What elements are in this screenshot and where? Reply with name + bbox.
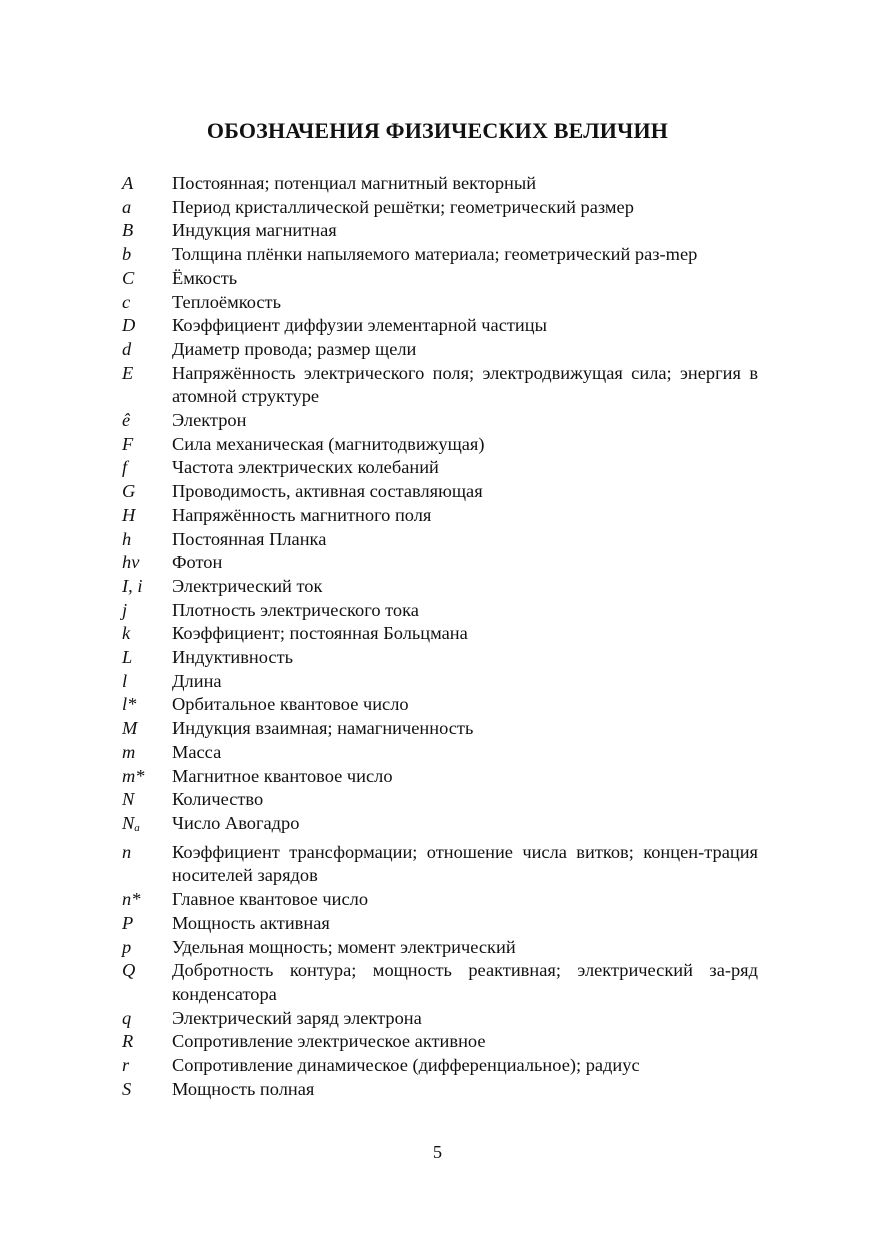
symbol <box>122 243 172 267</box>
symbol-text: M <box>122 718 138 739</box>
symbol-text: c <box>122 291 131 312</box>
symbol <box>122 219 172 243</box>
symbol-entry <box>122 646 758 670</box>
symbol-text: L <box>122 647 133 668</box>
symbol-description: Коэффициент диффузии элементарной частицы <box>172 315 547 336</box>
symbol-text: S <box>122 1078 132 1099</box>
symbol-description: Длина <box>172 670 222 691</box>
symbol-entry <box>122 912 758 936</box>
symbol-text: l <box>122 670 128 691</box>
symbol-description: Период кристаллической решётки; геометрический размер <box>172 196 634 217</box>
symbol-entry <box>122 291 758 315</box>
symbol-text: G <box>122 481 136 502</box>
symbol <box>122 717 172 741</box>
symbol-description: Толщина плёнки напыляемого материала; геометрический раз-mер <box>172 244 698 265</box>
symbol-entry <box>122 1007 758 1031</box>
symbol-entry <box>122 788 758 812</box>
symbol-description: Ёмкость <box>172 267 238 288</box>
symbol <box>122 1054 172 1078</box>
symbol-entry <box>122 741 758 765</box>
symbol <box>122 888 172 912</box>
symbol-entry <box>122 622 758 646</box>
symbol-entry <box>122 551 758 575</box>
symbol-description: Индуктивность <box>172 647 294 668</box>
symbol-entry <box>122 338 758 362</box>
symbol-entry <box>122 1030 758 1054</box>
symbol-entry <box>122 409 758 433</box>
symbol-description: Теплоёмкость <box>172 291 281 312</box>
symbol-text: m* <box>122 765 145 786</box>
symbol-text: r <box>122 1055 130 1076</box>
symbol-description: Коэффициент; постоянная Больцмана <box>172 623 468 644</box>
symbol-description: Орбитальное квантовое число <box>172 694 409 715</box>
symbol <box>122 1078 172 1102</box>
symbol-description: Проводимость, активная составляющая <box>172 481 483 502</box>
symbol <box>122 338 172 362</box>
symbol-description: Напряжённость магнитного поля <box>172 504 432 525</box>
symbol-entry <box>122 1054 758 1078</box>
symbol-entry <box>122 1078 758 1102</box>
symbol <box>122 172 172 196</box>
symbol <box>122 480 172 504</box>
symbol <box>122 575 172 599</box>
symbol <box>122 291 172 315</box>
symbol-entry <box>122 504 758 528</box>
symbol-entry <box>122 670 758 694</box>
symbol-text: N <box>122 812 135 833</box>
symbol-text: F <box>122 433 134 454</box>
symbol-entry <box>122 936 758 960</box>
symbol-text: hν <box>122 552 140 573</box>
symbol <box>122 409 172 433</box>
symbol-text: p <box>122 936 132 957</box>
symbol-entry <box>122 456 758 480</box>
symbol-text: n <box>122 841 132 862</box>
symbol <box>122 841 172 865</box>
symbol <box>122 362 172 386</box>
symbol-entry <box>122 219 758 243</box>
symbol-description: Магнитное квантовое число <box>172 765 393 786</box>
symbol-description: Коэффициент трансформации; отношение числа витков; концен-трация носителей зарядов <box>172 841 758 886</box>
symbol-entry <box>122 480 758 504</box>
symbol <box>122 741 172 765</box>
symbol <box>122 936 172 960</box>
symbol-description: Частота электрических колебаний <box>172 457 439 478</box>
symbol-entry <box>122 841 758 888</box>
symbol-description: Масса <box>172 741 222 762</box>
symbol-text: n* <box>122 889 141 910</box>
symbol <box>122 267 172 291</box>
symbol-entry <box>122 575 758 599</box>
symbol <box>122 670 172 694</box>
symbol-description: Главное квантовое число <box>172 889 369 910</box>
symbol <box>122 196 172 220</box>
symbol-list <box>122 172 758 1101</box>
symbol <box>122 788 172 812</box>
symbol-description: Постоянная Планка <box>172 528 327 549</box>
symbol-text: m <box>122 741 136 762</box>
symbol-text: C <box>122 267 135 288</box>
symbol-text: D <box>122 315 136 336</box>
symbol-entry <box>122 172 758 196</box>
symbol <box>122 646 172 670</box>
symbol-text: E <box>122 362 134 383</box>
page-title: ОБОЗНАЧЕНИЯ ФИЗИЧЕСКИХ ВЕЛИЧИН <box>206 118 669 143</box>
symbol-entry <box>122 528 758 552</box>
symbol-entry <box>122 812 758 841</box>
symbol <box>122 504 172 528</box>
symbol <box>122 314 172 338</box>
symbol-entry <box>122 693 758 717</box>
symbol <box>122 528 172 552</box>
symbol-description: Фотон <box>172 552 223 573</box>
symbol-entry <box>122 362 758 409</box>
symbol-text: j <box>122 599 128 620</box>
symbol-text: B <box>122 220 134 241</box>
symbol-text: f <box>122 457 128 478</box>
symbol-entry <box>122 196 758 220</box>
symbol-entry <box>122 717 758 741</box>
symbol-text: k <box>122 623 131 644</box>
symbol <box>122 456 172 480</box>
symbol <box>122 765 172 789</box>
symbol <box>122 622 172 646</box>
symbol-entry <box>122 959 758 1006</box>
symbol-description: Плотность электрического тока <box>172 599 419 620</box>
symbol-text: a <box>122 196 132 217</box>
symbol-entry <box>122 267 758 291</box>
symbol-entry <box>122 599 758 623</box>
symbol-entry <box>122 765 758 789</box>
symbol <box>122 1030 172 1054</box>
symbol-description: Добротность контура; мощность реактивная; электрический за-ряд конденсатора <box>172 960 758 1004</box>
symbol-description: Индукция взаимная; намагниченность <box>172 718 474 739</box>
symbol-text: l* <box>122 694 137 715</box>
symbol-entry <box>122 243 758 267</box>
symbol-description: Сопротивление динамическое (дифференциальное); радиус <box>172 1055 640 1076</box>
symbol <box>122 912 172 936</box>
symbol-text: I, i <box>122 575 143 596</box>
symbol <box>122 599 172 623</box>
symbol-text: h <box>122 528 132 549</box>
symbol-text: ê <box>122 410 131 431</box>
symbol-description: Мощность полная <box>172 1078 315 1099</box>
symbol-description: Удельная мощность; момент электрический <box>172 936 516 957</box>
symbol-description: Сопротивление электрическое активное <box>172 1031 486 1052</box>
symbol-text: P <box>122 912 134 933</box>
symbol-text: A <box>122 173 134 193</box>
symbol-text: H <box>122 504 136 525</box>
symbol-description: Напряжённость электрического поля; электродвижущая сила; энергия в атомной структуре <box>172 362 758 407</box>
symbol-description: Число Авогадро <box>172 812 300 833</box>
symbol-description: Диаметр провода; размер щели <box>172 338 417 359</box>
symbol-description: Количество <box>172 789 264 810</box>
symbol-description: Индукция магнитная <box>172 220 337 241</box>
page-number: 5 <box>432 1142 443 1162</box>
symbol-text: R <box>122 1031 134 1052</box>
symbol <box>122 551 172 575</box>
symbol-subscript: a <box>134 821 140 834</box>
symbol <box>122 959 172 983</box>
symbol-description: Сила механическая (магнитодвижущая) <box>172 433 485 454</box>
symbol <box>122 812 172 841</box>
symbol <box>122 693 172 717</box>
symbol-text: N <box>122 789 135 810</box>
symbol-description: Мощность активная <box>172 912 330 933</box>
symbol-entry <box>122 314 758 338</box>
symbol-description: Постоянная; потенциал магнитный векторный <box>172 173 537 193</box>
symbol-text: Q <box>122 960 136 981</box>
symbol-entry <box>122 888 758 912</box>
symbol-text: b <box>122 244 132 265</box>
symbol-description: Электрический ток <box>172 575 323 596</box>
symbol <box>122 433 172 457</box>
symbol-description: Электрон <box>172 410 247 431</box>
symbol-text: d <box>122 338 132 359</box>
symbol-entry <box>122 433 758 457</box>
symbol-description: Электрический заряд электрона <box>172 1007 422 1028</box>
symbol <box>122 1007 172 1031</box>
symbol-text: q <box>122 1007 132 1028</box>
